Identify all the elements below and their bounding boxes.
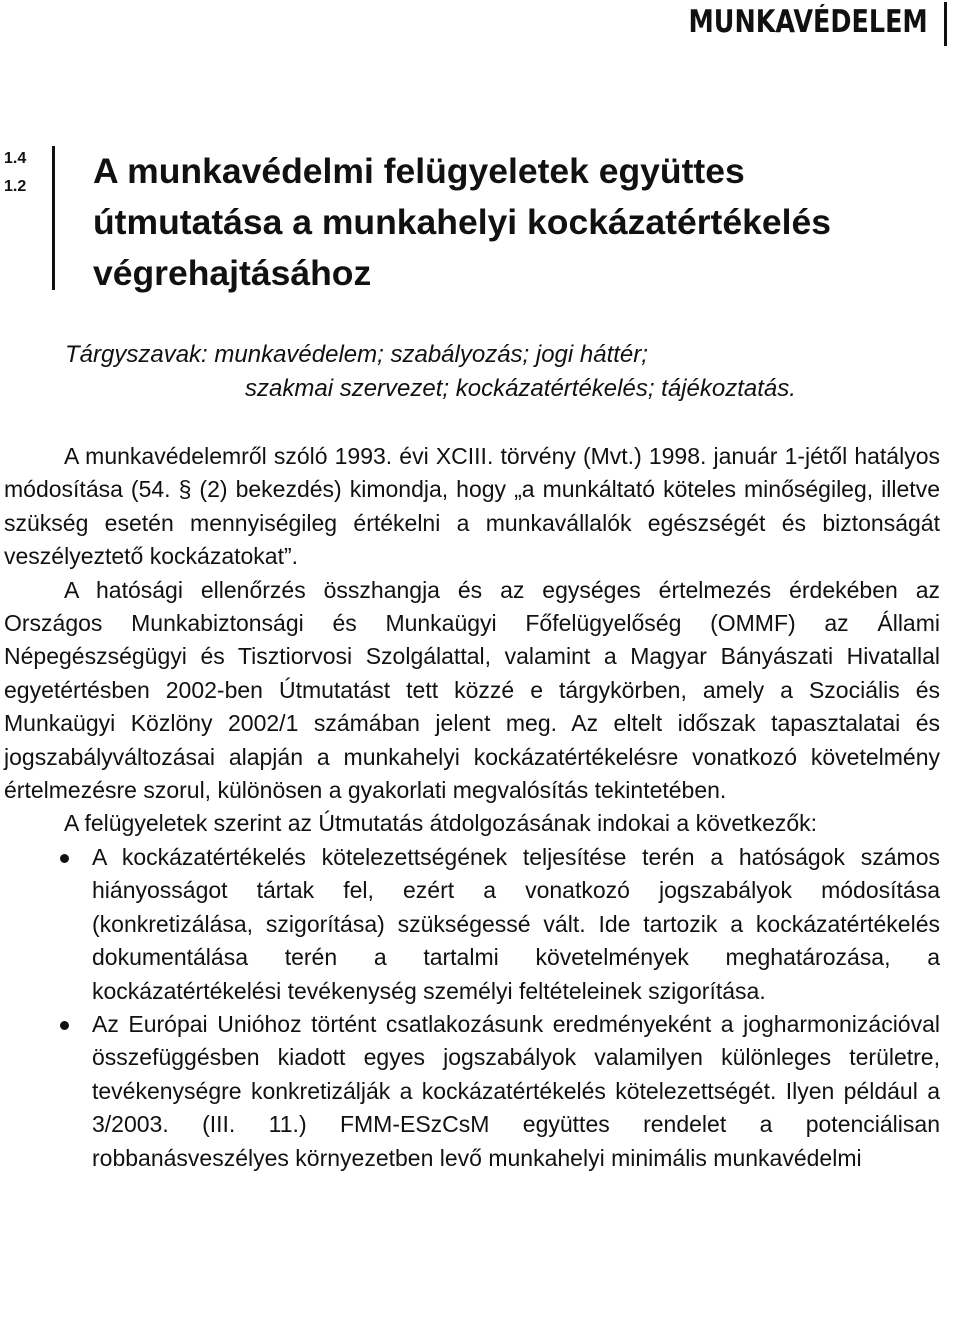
header-title: MUNKAVÉDELEM bbox=[688, 4, 928, 40]
keywords-line-1: Tárgyszavak: munkavédelem; szabályozás; jogi háttér; bbox=[65, 341, 648, 368]
header-rule bbox=[944, 2, 947, 46]
paragraph-1: A munkavédelemről szóló 1993. évi XCIII. törvény (Mvt.) 1998. január 1-jétől hatályos módosítása (54. § (2) bekezdés) kimondja, hogy „a munkáltató köteles minőségileg, illetve szükség esetén mennyiségileg értékelni a munkavállalók egészségét és biztonságát veszélyeztető kockázatokat”. bbox=[4, 443, 940, 570]
section-title: A munkavédelmi felügyeletek együttes útmutatása a munkahelyi kockázatértékelés végrehajtásához bbox=[93, 151, 831, 293]
bullet-icon bbox=[60, 1021, 69, 1030]
section-number-bottom: 1.2 bbox=[4, 178, 27, 195]
list-item bbox=[4, 841, 940, 1008]
page-header bbox=[0, 0, 960, 50]
keywords bbox=[65, 338, 925, 406]
list-item-text: Az Európai Unióhoz történt csatlakozásunk eredményeként a jogharmonizációval összefüggésben kiadott egyes jogszabályok valamilyen különleges területre, tevékenységre konkretizálják a kockázatértékelés kötelezettségét. Ilyen például a 3/2003. (III. 11.) FMM-ESzCsM együttes rendelet a potenciálisan robbanásveszélyes környezetben levő munkahelyi minimális munkavédelmi bbox=[92, 1010, 940, 1171]
keywords-line-2: szakmai szervezet; kockázatértékelés; tájékoztatás. bbox=[245, 375, 796, 402]
paragraph-2: A hatósági ellenőrzés összhangja és az egységes értelmezés érdekében az Országos Munkabiztonsági és Munkaügyi Főfelügyelőség (OMMF) az Állami Népegészségügyi és Tisztiorvosi Szolgálattal, valamint a Magyar Bányászati Hivatallal egyetértésben 2002-ben Útmutatást tett közzé e tárgykörben, amely a Szociális és Munkaügyi Közlöny 2002/1 számában jelent meg. Az eltelt időszak tapasztalatai és jogszabályváltozásai alapján a munkahelyi kockázatértékelésre vonatkozó követelmény értelmezésre szorul, különösen a gyakorlati megvalósítás tekintetében. bbox=[4, 576, 940, 804]
section-bar bbox=[52, 146, 55, 290]
list-item-text: A kockázatértékelés kötelezettségének teljesítése terén a hatóságok számos hiányosságot tártak fel, ezért a vonatkozó jogszabályok módosítása (konkretizálása, szigorítása) szükségessé vált. Ide tartozik a kockázatértékelés dokumentálása terén a tartalmi követelmények meghatározása, a kockázatértékelési tevékenység személyi feltételeinek szigorítása. bbox=[92, 843, 940, 1004]
bullet-list bbox=[4, 841, 940, 1175]
section-number-top: 1.4 bbox=[4, 150, 27, 167]
list-item bbox=[4, 1008, 940, 1175]
bullet-icon bbox=[60, 854, 69, 863]
paragraph-3: A felügyeletek szerint az Útmutatás átdolgozásának indokai a következők: bbox=[64, 810, 818, 837]
body-text bbox=[4, 440, 940, 1175]
